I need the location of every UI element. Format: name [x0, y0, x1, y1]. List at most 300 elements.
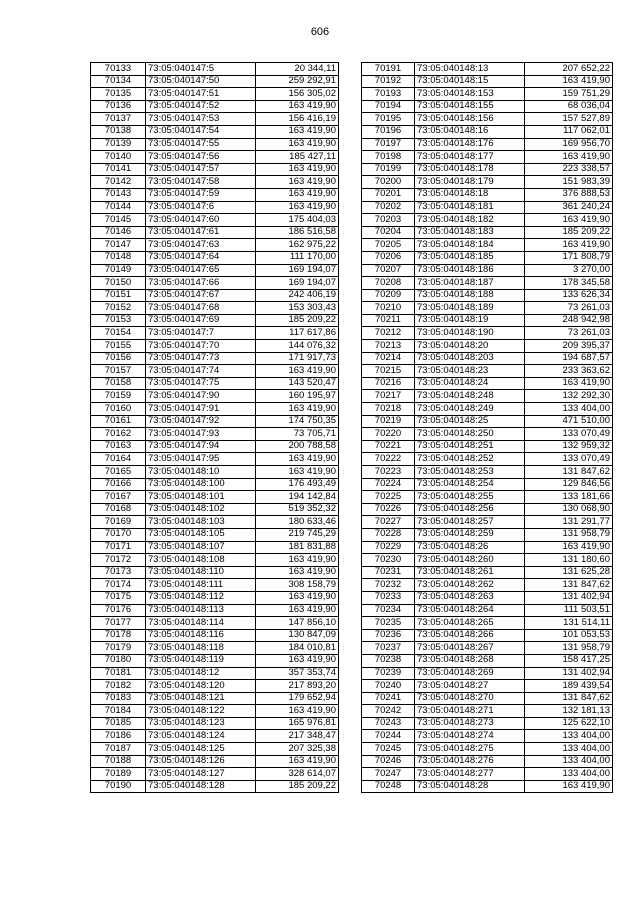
cadastral-number-cell: 73:05:040148:261	[415, 566, 525, 579]
table-row	[91, 440, 339, 453]
row-number-cell: 70206	[362, 251, 415, 264]
cadastral-number-cell: 73:05:040148:15	[415, 75, 525, 88]
value-cell: 194 142,84	[256, 491, 339, 504]
cadastral-number-cell: 73:05:040148:273	[415, 717, 525, 730]
value-cell: 133 404,00	[525, 730, 613, 743]
table-row	[362, 466, 613, 479]
value-cell: 169 194,07	[256, 277, 339, 290]
cadastral-number-cell: 73:05:040147:65	[146, 264, 256, 277]
table-row	[91, 579, 339, 592]
row-number-cell: 70167	[91, 491, 146, 504]
table-row	[91, 642, 339, 655]
table-row	[91, 251, 339, 264]
cadastral-number-cell: 73:05:040148:103	[146, 516, 256, 529]
cadastral-number-cell: 73:05:040148:153	[415, 88, 525, 101]
table-row	[91, 516, 339, 529]
cadastral-number-cell: 73:05:040148:128	[146, 780, 256, 793]
cadastral-number-cell: 73:05:040148:125	[146, 743, 256, 756]
row-number-cell: 70224	[362, 478, 415, 491]
row-number-cell: 70209	[362, 289, 415, 302]
cadastral-number-cell: 73:05:040147:50	[146, 75, 256, 88]
cadastral-number-cell: 73:05:040148:119	[146, 654, 256, 667]
row-number-cell: 70140	[91, 151, 146, 164]
table-row	[362, 692, 613, 705]
row-number-cell: 70186	[91, 730, 146, 743]
cadastral-number-cell: 73:05:040148:13	[415, 63, 525, 76]
value-cell: 471 510,00	[525, 415, 613, 428]
value-cell: 73 705,71	[256, 428, 339, 441]
table-row	[362, 629, 613, 642]
table-row	[91, 239, 339, 252]
row-number-cell: 70221	[362, 440, 415, 453]
row-number-cell: 70194	[362, 100, 415, 113]
cadastral-number-cell: 73:05:040148:190	[415, 327, 525, 340]
cadastral-number-cell: 73:05:040148:270	[415, 692, 525, 705]
cadastral-number-cell: 73:05:040148:108	[146, 554, 256, 567]
table-row	[362, 528, 613, 541]
value-cell: 163 419,90	[256, 201, 339, 214]
row-number-cell: 70145	[91, 214, 146, 227]
cadastral-number-cell: 73:05:040148:127	[146, 768, 256, 781]
table-row	[362, 327, 613, 340]
table-row	[91, 302, 339, 315]
table-row	[362, 478, 613, 491]
cadastral-number-cell: 73:05:040148:268	[415, 654, 525, 667]
cadastral-number-cell: 73:05:040147:7	[146, 327, 256, 340]
value-cell: 217 348,47	[256, 730, 339, 743]
cadastral-number-cell: 73:05:040147:64	[146, 251, 256, 264]
value-cell: 171 917,73	[256, 352, 339, 365]
table-row	[362, 390, 613, 403]
row-number-cell: 70193	[362, 88, 415, 101]
cadastral-number-cell: 73:05:040147:74	[146, 365, 256, 378]
cadastral-number-cell: 73:05:040147:70	[146, 340, 256, 353]
cadastral-number-cell: 73:05:040148:116	[146, 629, 256, 642]
cadastral-number-cell: 73:05:040148:262	[415, 579, 525, 592]
cadastral-number-cell: 73:05:040148:178	[415, 163, 525, 176]
table-row	[91, 138, 339, 151]
value-cell: 131 847,62	[525, 692, 613, 705]
table-row	[362, 705, 613, 718]
row-number-cell: 70210	[362, 302, 415, 315]
table-row	[362, 743, 613, 756]
value-cell: 133 404,00	[525, 768, 613, 781]
table-row	[362, 251, 613, 264]
cadastral-number-cell: 73:05:040148:25	[415, 415, 525, 428]
value-cell: 20 344,11	[256, 63, 339, 76]
value-cell: 132 292,30	[525, 390, 613, 403]
value-cell: 159 751,29	[525, 88, 613, 101]
table-row	[362, 453, 613, 466]
row-number-cell: 70248	[362, 780, 415, 793]
value-cell: 144 076,32	[256, 340, 339, 353]
cadastral-number-cell: 73:05:040147:66	[146, 277, 256, 290]
value-cell: 200 788,58	[256, 440, 339, 453]
cadastral-number-cell: 73:05:040147:75	[146, 377, 256, 390]
cadastral-number-cell: 73:05:040147:61	[146, 226, 256, 239]
value-cell: 156 305,02	[256, 88, 339, 101]
row-number-cell: 70166	[91, 478, 146, 491]
cadastral-number-cell: 73:05:040148:275	[415, 743, 525, 756]
value-cell: 147 856,10	[256, 617, 339, 630]
value-cell: 233 363,62	[525, 365, 613, 378]
value-cell: 176 493,49	[256, 478, 339, 491]
row-number-cell: 70135	[91, 88, 146, 101]
cadastral-number-cell: 73:05:040148:120	[146, 680, 256, 693]
value-cell: 133 404,00	[525, 755, 613, 768]
value-cell: 111 170,00	[256, 251, 339, 264]
value-cell: 125 622,10	[525, 717, 613, 730]
table-row	[362, 302, 613, 315]
value-cell: 68 036,04	[525, 100, 613, 113]
table-row	[91, 428, 339, 441]
row-number-cell: 70143	[91, 188, 146, 201]
table-row	[362, 289, 613, 302]
row-number-cell: 70157	[91, 365, 146, 378]
cadastral-number-cell: 73:05:040147:92	[146, 415, 256, 428]
cadastral-number-cell: 73:05:040148:266	[415, 629, 525, 642]
table-row	[91, 755, 339, 768]
table-row	[91, 680, 339, 693]
cadastral-number-cell: 73:05:040148:123	[146, 717, 256, 730]
row-number-cell: 70177	[91, 617, 146, 630]
table-row	[91, 403, 339, 416]
cadastral-number-cell: 73:05:040147:55	[146, 138, 256, 151]
row-number-cell: 70133	[91, 63, 146, 76]
value-cell: 163 419,90	[256, 100, 339, 113]
row-number-cell: 70154	[91, 327, 146, 340]
row-number-cell: 70153	[91, 314, 146, 327]
cadastral-number-cell: 73:05:040147:93	[146, 428, 256, 441]
value-cell: 101 053,53	[525, 629, 613, 642]
table-row	[91, 667, 339, 680]
cadastral-number-cell: 73:05:040147:58	[146, 176, 256, 189]
value-cell: 131 625,28	[525, 566, 613, 579]
table-row	[362, 554, 613, 567]
table-row	[91, 214, 339, 227]
row-number-cell: 70195	[362, 113, 415, 126]
row-number-cell: 70197	[362, 138, 415, 151]
table-row	[362, 755, 613, 768]
value-cell: 117 062,01	[525, 125, 613, 138]
value-cell: 73 261,03	[525, 302, 613, 315]
table-row	[362, 541, 613, 554]
table-row	[362, 780, 613, 793]
table-row	[362, 415, 613, 428]
value-cell: 163 419,90	[256, 138, 339, 151]
value-cell: 133 404,00	[525, 743, 613, 756]
table-row	[91, 226, 339, 239]
value-cell: 151 983,39	[525, 176, 613, 189]
row-number-cell: 70136	[91, 100, 146, 113]
cadastral-number-cell: 73:05:040147:56	[146, 151, 256, 164]
cadastral-number-cell: 73:05:040148:126	[146, 755, 256, 768]
cadastral-number-cell: 73:05:040148:121	[146, 692, 256, 705]
value-cell: 163 419,90	[256, 176, 339, 189]
table-row	[362, 491, 613, 504]
value-cell: 175 404,03	[256, 214, 339, 227]
table-row	[362, 201, 613, 214]
table-row	[91, 554, 339, 567]
cadastral-number-cell: 73:05:040148:269	[415, 667, 525, 680]
value-cell: 376 888,53	[525, 188, 613, 201]
cadastral-number-cell: 73:05:040148:259	[415, 528, 525, 541]
cadastral-number-cell: 73:05:040147:6	[146, 201, 256, 214]
cadastral-number-cell: 73:05:040147:53	[146, 113, 256, 126]
table-row	[362, 667, 613, 680]
value-cell: 132 181,13	[525, 705, 613, 718]
cadastral-number-cell: 73:05:040148:181	[415, 201, 525, 214]
value-cell: 259 292,91	[256, 75, 339, 88]
table-row	[362, 591, 613, 604]
cadastral-number-cell: 73:05:040148:179	[415, 176, 525, 189]
value-cell: 157 527,89	[525, 113, 613, 126]
row-number-cell: 70183	[91, 692, 146, 705]
cadastral-number-cell: 73:05:040148:187	[415, 277, 525, 290]
table-row	[91, 491, 339, 504]
row-number-cell: 70134	[91, 75, 146, 88]
table-row	[362, 151, 613, 164]
value-cell: 308 158,79	[256, 579, 339, 592]
row-number-cell: 70236	[362, 629, 415, 642]
row-number-cell: 70182	[91, 680, 146, 693]
cadastral-number-cell: 73:05:040147:94	[146, 440, 256, 453]
row-number-cell: 70170	[91, 528, 146, 541]
cadastral-number-cell: 73:05:040148:12	[146, 667, 256, 680]
row-number-cell: 70151	[91, 289, 146, 302]
table-row	[91, 768, 339, 781]
value-cell: 156 416,19	[256, 113, 339, 126]
value-cell: 361 240,24	[525, 201, 613, 214]
table-row	[362, 768, 613, 781]
cadastral-number-cell: 73:05:040148:113	[146, 604, 256, 617]
table-row	[362, 125, 613, 138]
value-cell: 179 652,94	[256, 692, 339, 705]
value-cell: 169 956,70	[525, 138, 613, 151]
table-row	[362, 63, 613, 76]
cadastral-number-cell: 73:05:040147:67	[146, 289, 256, 302]
cadastral-number-cell: 73:05:040147:73	[146, 352, 256, 365]
row-number-cell: 70231	[362, 566, 415, 579]
row-number-cell: 70155	[91, 340, 146, 353]
value-cell: 223 338,57	[525, 163, 613, 176]
value-cell: 163 419,90	[525, 239, 613, 252]
cadastral-number-cell: 73:05:040148:255	[415, 491, 525, 504]
table-row	[91, 289, 339, 302]
value-cell: 519 352,32	[256, 503, 339, 516]
row-number-cell: 70204	[362, 226, 415, 239]
cadastral-number-cell: 73:05:040147:90	[146, 390, 256, 403]
cadastral-number-cell: 73:05:040148:267	[415, 642, 525, 655]
table-row	[362, 352, 613, 365]
table-row	[362, 100, 613, 113]
row-number-cell: 70147	[91, 239, 146, 252]
row-number-cell: 70230	[362, 554, 415, 567]
value-cell: 133 070,49	[525, 453, 613, 466]
value-cell: 163 419,90	[525, 151, 613, 164]
value-cell: 131 847,62	[525, 466, 613, 479]
value-cell: 131 514,11	[525, 617, 613, 630]
value-cell: 185 209,22	[256, 314, 339, 327]
cadastral-table-right	[361, 62, 613, 793]
row-number-cell: 70243	[362, 717, 415, 730]
table-row	[362, 264, 613, 277]
row-number-cell: 70160	[91, 403, 146, 416]
value-cell: 171 808,79	[525, 251, 613, 264]
value-cell: 131 180,60	[525, 554, 613, 567]
table-row	[362, 617, 613, 630]
cadastral-number-cell: 73:05:040148:249	[415, 403, 525, 416]
row-number-cell: 70189	[91, 768, 146, 781]
row-number-cell: 70172	[91, 554, 146, 567]
table-row	[91, 277, 339, 290]
page-number: 606	[310, 26, 330, 38]
table-row	[362, 365, 613, 378]
row-number-cell: 70222	[362, 453, 415, 466]
cadastral-number-cell: 73:05:040148:24	[415, 377, 525, 390]
value-cell: 242 406,19	[256, 289, 339, 302]
row-number-cell: 70178	[91, 629, 146, 642]
table-row	[91, 327, 339, 340]
cadastral-number-cell: 73:05:040148:264	[415, 604, 525, 617]
table-row	[362, 428, 613, 441]
row-number-cell: 70215	[362, 365, 415, 378]
row-number-cell: 70223	[362, 466, 415, 479]
row-number-cell: 70238	[362, 654, 415, 667]
row-number-cell: 70240	[362, 680, 415, 693]
row-number-cell: 70173	[91, 566, 146, 579]
cadastral-number-cell: 73:05:040148:271	[415, 705, 525, 718]
cadastral-number-cell: 73:05:040147:52	[146, 100, 256, 113]
table-row	[91, 176, 339, 189]
value-cell: 163 419,90	[525, 541, 613, 554]
table-row	[91, 88, 339, 101]
cadastral-number-cell: 73:05:040148:176	[415, 138, 525, 151]
table-row	[91, 743, 339, 756]
cadastral-number-cell: 73:05:040148:156	[415, 113, 525, 126]
row-number-cell: 70225	[362, 491, 415, 504]
row-number-cell: 70159	[91, 390, 146, 403]
cadastral-number-cell: 73:05:040148:253	[415, 466, 525, 479]
cadastral-number-cell: 73:05:040148:183	[415, 226, 525, 239]
cadastral-number-cell: 73:05:040148:107	[146, 541, 256, 554]
table-row	[91, 201, 339, 214]
cadastral-number-cell: 73:05:040147:60	[146, 214, 256, 227]
value-cell: 160 195,97	[256, 390, 339, 403]
row-number-cell: 70200	[362, 176, 415, 189]
table-row	[91, 717, 339, 730]
row-number-cell: 70237	[362, 642, 415, 655]
value-cell: 133 070,49	[525, 428, 613, 441]
cadastral-number-cell: 73:05:040148:248	[415, 390, 525, 403]
table-row	[91, 163, 339, 176]
row-number-cell: 70174	[91, 579, 146, 592]
table-row	[91, 390, 339, 403]
table-row	[362, 654, 613, 667]
value-cell: 178 345,58	[525, 277, 613, 290]
table-row	[362, 566, 613, 579]
row-number-cell: 70234	[362, 604, 415, 617]
row-number-cell: 70139	[91, 138, 146, 151]
value-cell: 163 419,90	[256, 125, 339, 138]
cadastral-number-cell: 73:05:040147:51	[146, 88, 256, 101]
row-number-cell: 70171	[91, 541, 146, 554]
cadastral-number-cell: 73:05:040148:250	[415, 428, 525, 441]
value-cell: 180 633,46	[256, 516, 339, 529]
cadastral-number-cell: 73:05:040148:28	[415, 780, 525, 793]
table-row	[91, 188, 339, 201]
row-number-cell: 70203	[362, 214, 415, 227]
value-cell: 185 427,11	[256, 151, 339, 164]
value-cell: 219 745,29	[256, 528, 339, 541]
value-cell: 328 614,07	[256, 768, 339, 781]
cadastral-number-cell: 73:05:040148:203	[415, 352, 525, 365]
cadastral-number-cell: 73:05:040148:155	[415, 100, 525, 113]
row-number-cell: 70169	[91, 516, 146, 529]
value-cell: 132 959,32	[525, 440, 613, 453]
cadastral-number-cell: 73:05:040148:105	[146, 528, 256, 541]
cadastral-number-cell: 73:05:040148:102	[146, 503, 256, 516]
row-number-cell: 70211	[362, 314, 415, 327]
row-number-cell: 70208	[362, 277, 415, 290]
row-number-cell: 70162	[91, 428, 146, 441]
table-row	[362, 214, 613, 227]
cadastral-number-cell: 73:05:040148:10	[146, 466, 256, 479]
table-row	[362, 503, 613, 516]
row-number-cell: 70239	[362, 667, 415, 680]
value-cell: 163 419,90	[256, 453, 339, 466]
value-cell: 131 402,94	[525, 591, 613, 604]
value-cell: 163 419,90	[256, 403, 339, 416]
table-row	[91, 352, 339, 365]
cadastral-number-cell: 73:05:040148:256	[415, 503, 525, 516]
row-number-cell: 70181	[91, 667, 146, 680]
row-number-cell: 70187	[91, 743, 146, 756]
row-number-cell: 70214	[362, 352, 415, 365]
table-row	[362, 88, 613, 101]
row-number-cell: 70242	[362, 705, 415, 718]
value-cell: 169 194,07	[256, 264, 339, 277]
row-number-cell: 70156	[91, 352, 146, 365]
row-number-cell: 70191	[362, 63, 415, 76]
value-cell: 163 419,90	[256, 705, 339, 718]
row-number-cell: 70192	[362, 75, 415, 88]
table-row	[91, 100, 339, 113]
value-cell: 185 209,22	[256, 780, 339, 793]
row-number-cell: 70226	[362, 503, 415, 516]
cadastral-number-cell: 73:05:040148:263	[415, 591, 525, 604]
value-cell: 73 261,03	[525, 327, 613, 340]
table-row	[362, 226, 613, 239]
row-number-cell: 70165	[91, 466, 146, 479]
row-number-cell: 70219	[362, 415, 415, 428]
row-number-cell: 70217	[362, 390, 415, 403]
table-row	[91, 415, 339, 428]
cadastral-number-cell: 73:05:040148:114	[146, 617, 256, 630]
table-row	[91, 780, 339, 793]
cadastral-number-cell: 73:05:040148:257	[415, 516, 525, 529]
cadastral-number-cell: 73:05:040148:19	[415, 314, 525, 327]
value-cell: 111 503,51	[525, 604, 613, 617]
cadastral-number-cell: 73:05:040148:23	[415, 365, 525, 378]
cadastral-number-cell: 73:05:040147:69	[146, 314, 256, 327]
cadastral-number-cell: 73:05:040148:182	[415, 214, 525, 227]
row-number-cell: 70244	[362, 730, 415, 743]
value-cell: 184 010,81	[256, 642, 339, 655]
value-cell: 163 419,90	[256, 188, 339, 201]
value-cell: 163 419,90	[256, 654, 339, 667]
table-row	[91, 528, 339, 541]
